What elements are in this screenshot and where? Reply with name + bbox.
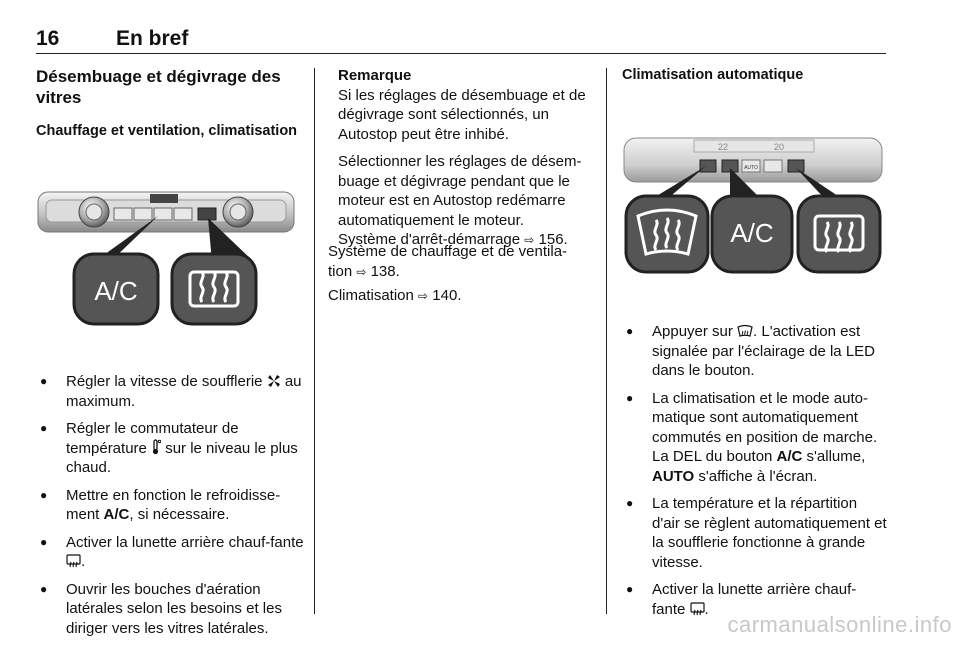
right-instruction-list — [622, 322, 887, 627]
column-divider-left — [314, 68, 315, 614]
list-item: ● Régler le commutateur de température sur le niveau le plus chaud. — [36, 419, 306, 478]
list-item: ● Activer la lunette arrière chauf-fante . — [36, 533, 306, 572]
auto-label: AUTO — [744, 165, 758, 171]
ref-arrow-icon: ⇨ — [524, 233, 535, 247]
note-paragraph: Si les réglages de désembuage et de dégivrage sont sélectionnés, un Autostop peut être inhibé. — [338, 86, 586, 143]
manual-ac-control-illustration — [36, 186, 296, 328]
ref-arrow-icon: ⇨ — [356, 264, 367, 279]
subsection-heading: Chauffage et ventilation, climatisation — [36, 123, 298, 139]
list-item: ● Mettre en fonction le refroidisse-ment A/C, si nécessaire. — [36, 486, 306, 525]
automatic-climate-control-illustration — [622, 134, 884, 274]
subsection-heading: Climatisation automatique — [622, 67, 804, 83]
column-divider-right — [606, 68, 607, 614]
crossref-climatisation: Climatisation ⇨ 140. — [328, 287, 462, 304]
crossref-heating: Système de chauffage et de ventila-tion ⇨ 138. — [328, 243, 568, 280]
windscreen-defrost-icon — [737, 324, 753, 338]
thermometer-icon — [151, 439, 161, 455]
list-item: ● La climatisation et le mode auto-matique sont automatiquement commutés en position de marche. La DEL du bouton A/C s'allume, AUTO s'affiche à l'écran. — [622, 389, 887, 487]
note-paragraph: Sélectionner les réglages de désem-buage et dégivrage pendant que le moteur est en Autostop redémarre automatiquement le moteur. Système d'arrêt-démarrage ⇨ 156. — [338, 153, 582, 248]
rear-defrost-icon — [66, 554, 81, 568]
rear-defrost-icon — [690, 602, 705, 616]
list-item: ● Ouvrir les bouches d'aération latérales selon les besoins et les diriger vers les vitres latérales. — [36, 580, 306, 639]
section-heading: Désembuage et dégivrage des vitres — [36, 67, 281, 107]
list-item: ● Appuyer sur . L'activation est signalée par l'éclairage de la LED dans le bouton. — [622, 322, 887, 381]
fan-icon — [267, 374, 281, 388]
page-title: En bref — [116, 27, 189, 50]
ref-arrow-icon: ⇨ — [418, 289, 429, 303]
watermark: carmanualsonline.info — [727, 612, 952, 637]
page-header — [36, 27, 886, 54]
temp-right: 20 — [774, 142, 785, 152]
page-number: 16 — [36, 27, 60, 50]
left-instruction-list — [36, 372, 306, 646]
temp-left: 22 — [718, 142, 729, 152]
list-item: ● La température et la répartition d'air se règlent automatiquement et la soufflerie fonctionne à grande vitesse. — [622, 494, 887, 572]
note-title: Remarque — [338, 67, 412, 84]
ac-label: A/C — [730, 218, 774, 248]
list-item: ● Activer la lunette arrière chauf-fante . — [622, 580, 887, 619]
note-block — [338, 66, 590, 251]
ac-label: A/C — [94, 276, 138, 306]
list-item: ● Régler la vitesse de soufflerie au maximum. — [36, 372, 306, 411]
